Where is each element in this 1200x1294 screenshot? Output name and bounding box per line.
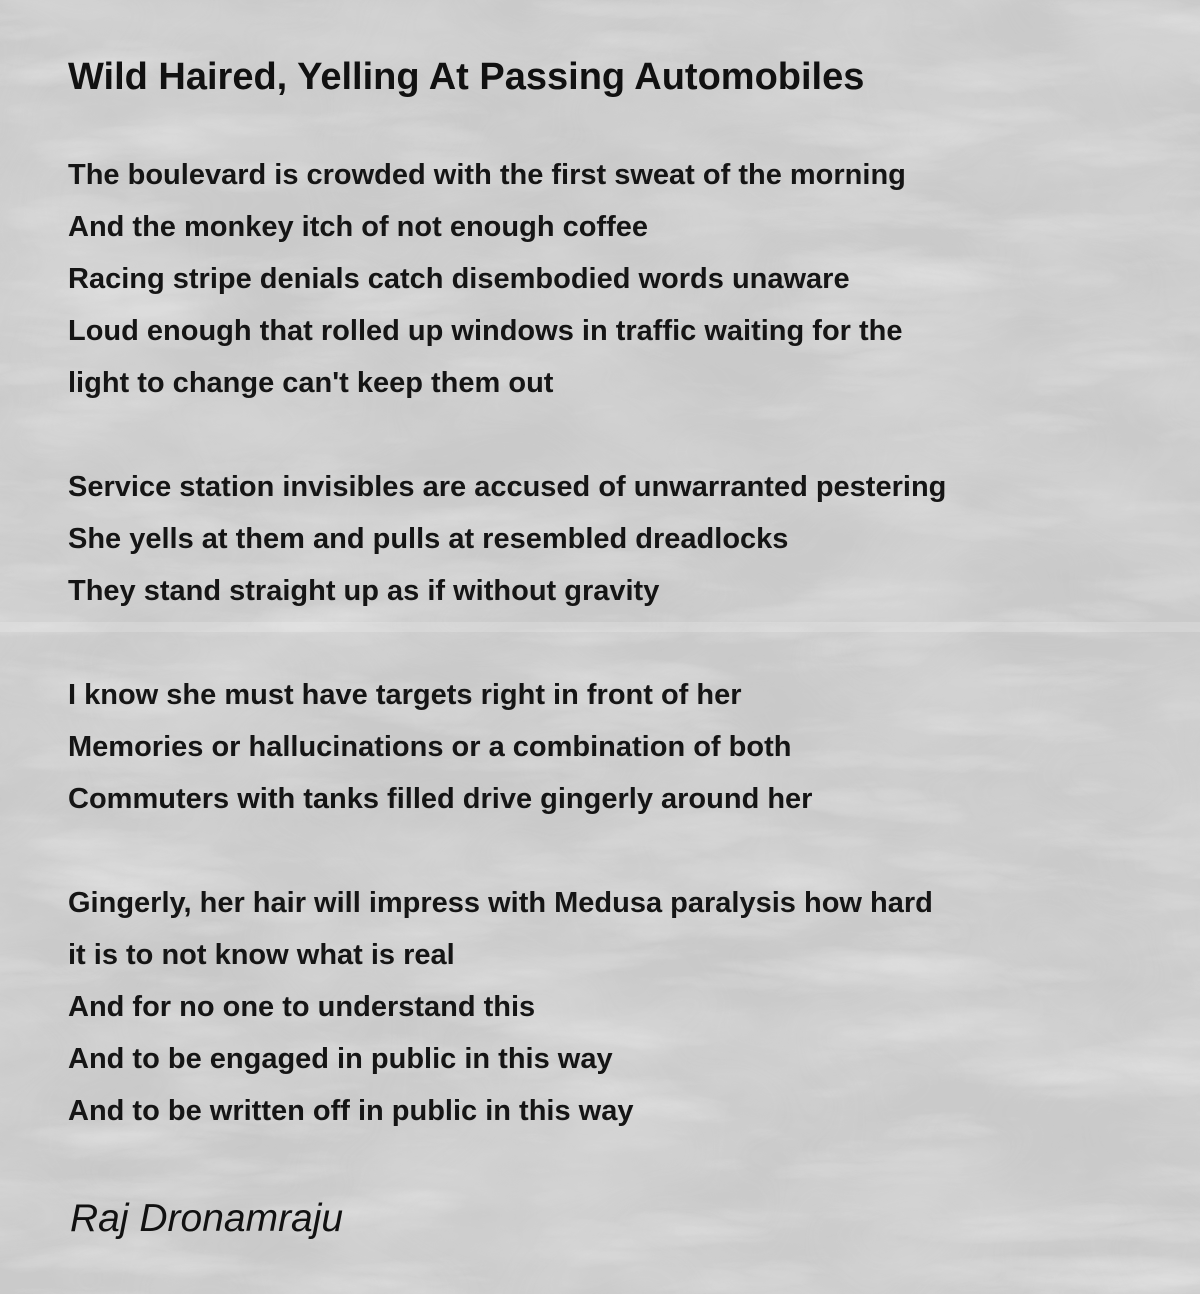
stanza-2	[68, 461, 946, 617]
poem-line: The boulevard is crowded with the first sweat of the morning	[68, 159, 906, 191]
poem-line: And the monkey itch of not enough coffee	[68, 211, 648, 243]
poem-line: I know she must have targets right in front of her	[68, 679, 742, 711]
poem-line: And to be engaged in public in this way	[68, 1043, 613, 1075]
poem-line: She yells at them and pulls at resembled dreadlocks	[68, 523, 789, 555]
poem-line: Gingerly, her hair will impress with Medusa paralysis how hard	[68, 887, 933, 919]
poem-line: And for no one to understand this	[68, 991, 536, 1023]
poem-line: it is to not know what is real	[68, 939, 455, 971]
poem-line: Racing stripe denials catch disembodied words unaware	[68, 263, 850, 295]
poem-line: They stand straight up as if without gravity	[68, 575, 660, 607]
poem-line: light to change can't keep them out	[68, 367, 554, 399]
stanza-1	[68, 149, 906, 409]
poem-author: Raj Dronamraju	[70, 1197, 344, 1240]
poem-line: Service station invisibles are accused of unwarranted pestering	[68, 471, 947, 503]
poem-line: Loud enough that rolled up windows in traffic waiting for the	[68, 315, 903, 347]
poem-title: Wild Haired, Yelling At Passing Automobiles	[68, 56, 865, 98]
poem-line: And to be written off in public in this way	[68, 1095, 634, 1127]
stanza-3	[68, 669, 812, 825]
stanza-4	[68, 877, 933, 1137]
poem-line: Commuters with tanks filled drive gingerly around her	[68, 783, 813, 815]
poem-line: Memories or hallucinations or a combination of both	[68, 731, 792, 763]
